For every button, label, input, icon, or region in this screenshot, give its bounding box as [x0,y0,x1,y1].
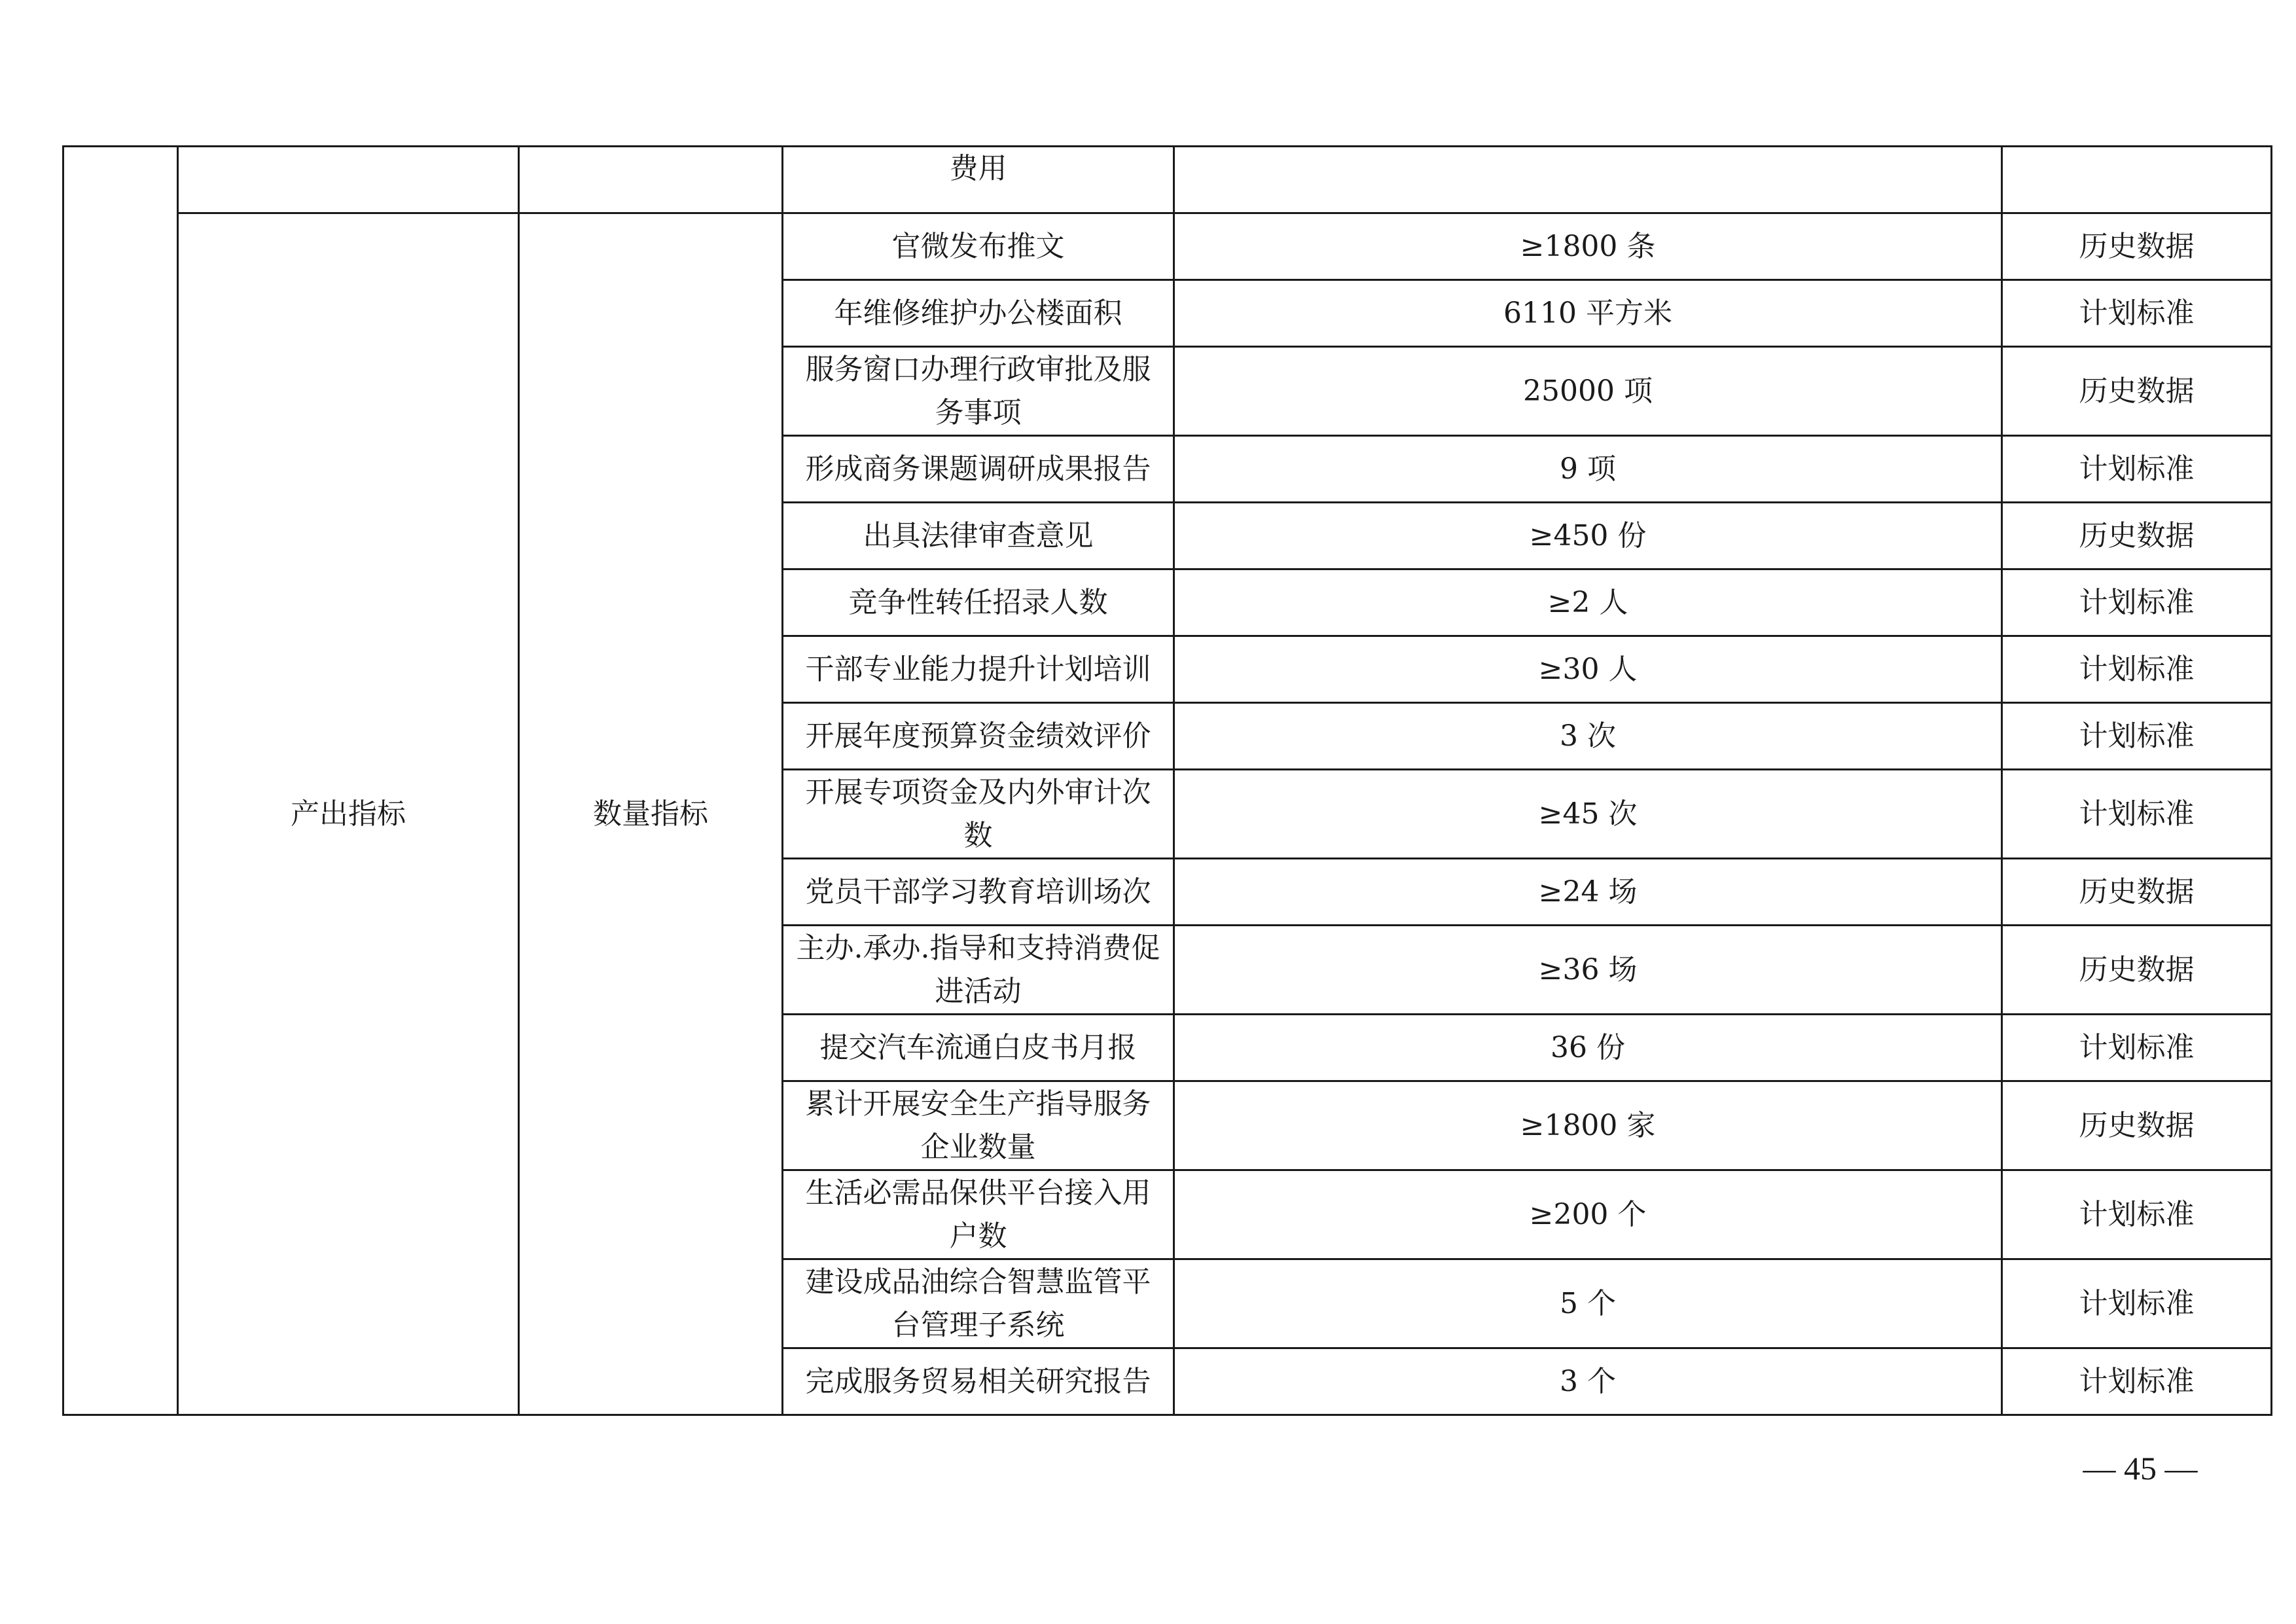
table-row [63,213,2272,280]
target-value-cell: ≥450 份 [1174,503,2002,569]
basis-cell: 历史数据 [2002,859,2272,926]
indicator-item-cell: 形成商务课题调研成果报告 [783,436,1174,503]
indicator-item-cell: 主办.承办.指导和支持消费促进活动 [783,926,1174,1015]
target-value-cell: ≥1800 条 [1174,213,2002,280]
basis-cell: 历史数据 [2002,926,2272,1015]
indicator-item-cell: 服务窗口办理行政审批及服务事项 [783,347,1174,436]
basis-cell: 历史数据 [2002,503,2272,569]
empty-cell [2002,147,2272,213]
target-value-cell: 6110 平方米 [1174,280,2002,347]
basis-cell: 计划标准 [2002,770,2272,859]
indicator-item-cell: 开展专项资金及内外审计次数 [783,770,1174,859]
target-value-cell: 5 个 [1174,1259,2002,1348]
basis-cell: 计划标准 [2002,1348,2272,1415]
basis-cell: 计划标准 [2002,1259,2272,1348]
basis-cell: 计划标准 [2002,569,2272,636]
basis-cell: 计划标准 [2002,703,2272,770]
indicator-item-cell: 开展年度预算资金绩效评价 [783,703,1174,770]
page-number: — 45 — [2083,1450,2198,1487]
basis-cell: 计划标准 [2002,1015,2272,1081]
basis-cell: 历史数据 [2002,347,2272,436]
empty-cell [178,147,519,213]
basis-cell: 历史数据 [2002,213,2272,280]
target-value-cell: 25000 项 [1174,347,2002,436]
target-value-cell: ≥2 人 [1174,569,2002,636]
empty-cell [1174,147,2002,213]
level1-indicator-cell: 产出指标 [178,213,519,1415]
indicator-item-cell: 累计开展安全生产指导服务企业数量 [783,1081,1174,1170]
indicator-item-cell: 提交汽车流通白皮书月报 [783,1015,1174,1081]
target-value-cell: 9 项 [1174,436,2002,503]
basis-cell: 计划标准 [2002,636,2272,703]
target-value-cell: 36 份 [1174,1015,2002,1081]
level2-indicator-cell: 数量指标 [519,213,783,1415]
indicator-table [62,145,2272,1416]
indicator-item-cell: 官微发布推文 [783,213,1174,280]
empty-cell [519,147,783,213]
target-value-cell: ≥24 场 [1174,859,2002,926]
continuation-item-cell: 费用 [783,147,1174,213]
basis-cell: 计划标准 [2002,436,2272,503]
target-value-cell: 3 次 [1174,703,2002,770]
continuation-row [63,147,2272,213]
target-value-cell: ≥36 场 [1174,926,2002,1015]
indicator-item-cell: 出具法律审查意见 [783,503,1174,569]
target-value-cell: ≥1800 家 [1174,1081,2002,1170]
indicator-item-cell: 年维修维护办公楼面积 [783,280,1174,347]
basis-cell: 计划标准 [2002,280,2272,347]
target-value-cell: ≥30 人 [1174,636,2002,703]
indicator-item-cell: 生活必需品保供平台接入用户数 [783,1170,1174,1259]
first-column-cell [63,147,178,1415]
indicator-item-cell: 建设成品油综合智慧监管平台管理子系统 [783,1259,1174,1348]
basis-cell: 计划标准 [2002,1170,2272,1259]
indicator-item-cell: 干部专业能力提升计划培训 [783,636,1174,703]
target-value-cell: ≥45 次 [1174,770,2002,859]
indicator-item-cell: 党员干部学习教育培训场次 [783,859,1174,926]
basis-cell: 历史数据 [2002,1081,2272,1170]
indicator-item-cell: 竞争性转任招录人数 [783,569,1174,636]
target-value-cell: 3 个 [1174,1348,2002,1415]
indicator-item-cell: 完成服务贸易相关研究报告 [783,1348,1174,1415]
target-value-cell: ≥200 个 [1174,1170,2002,1259]
